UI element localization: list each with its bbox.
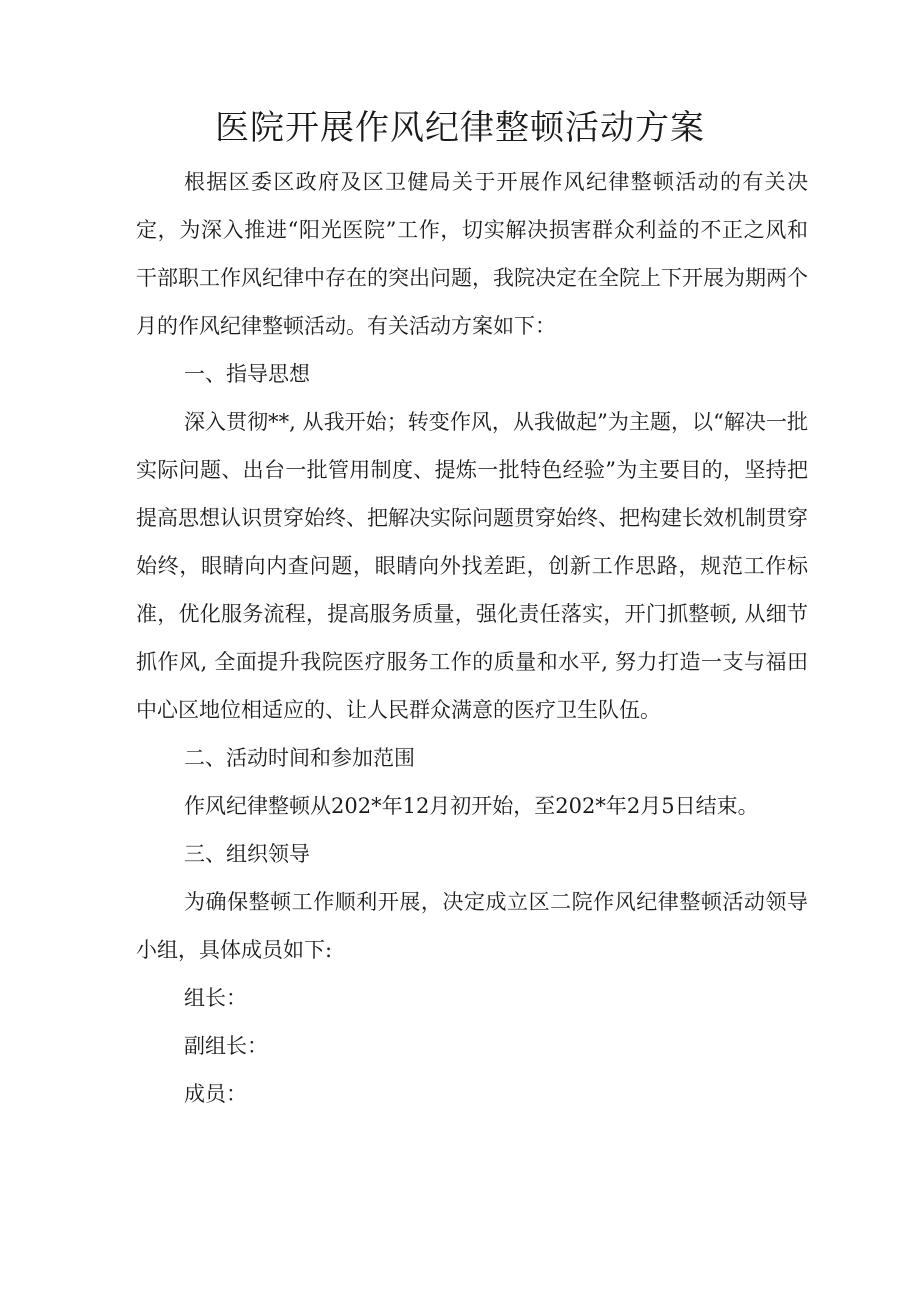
section3-paragraph: 为确保整顿工作顺利开展，决定成立区二院作风纪律整顿活动领导小组，具体成员如下: [136,890,808,962]
section1-paragraph: 深入贯彻**, 从我开始；转变作风，从我做起”为主题，以“解决一批实际问题、出台一批管用制度、提炼一批特色经验”为主要目的，坚持把提高思想认识贯穿始终、把解决实际问题贯穿始终、把构建长效机制贯穿始终，眼睛向内查问题，眼睛向外找差距，创新工作思路，规范工作标准，优化服务流程，提高服务质量，强化责任落实，开门抓整顿, 从细节抓作风, 全面提升我院医疗服务工作的质量和水平, 努力打造一支与福田中心区地位相适应的、让人民群众满意的医疗卫生队伍。 [136,410,808,722]
section2-heading: 二、活动时间和参加范围 [184,746,415,770]
section2-paragraph: 作风纪律整顿从202*年12月初开始，至202*年2月5日结束。 [184,794,759,818]
document-body [136,158,808,1118]
document-title: 医院开展作风纪律整顿活动方案 [215,108,705,148]
intro-paragraph: 根据区委区政府及区卫健局关于开展作风纪律整顿活动的有关决定，为深入推进“阳光医院”工作，切实解决损害群众利益的不正之风和干部职工作风纪律中存在的突出问题，我院决定在全院上下开展为期两个月的作风纪律整顿活动。有关活动方案如下： [136,170,808,338]
section3-heading: 三、组织领导 [184,842,310,866]
deputy-leader-label: 副组长： [184,1034,268,1058]
leader-label: 组长： [184,986,247,1010]
section1-heading: 一、指导思想 [184,362,310,386]
members-label: 成员： [184,1082,247,1106]
